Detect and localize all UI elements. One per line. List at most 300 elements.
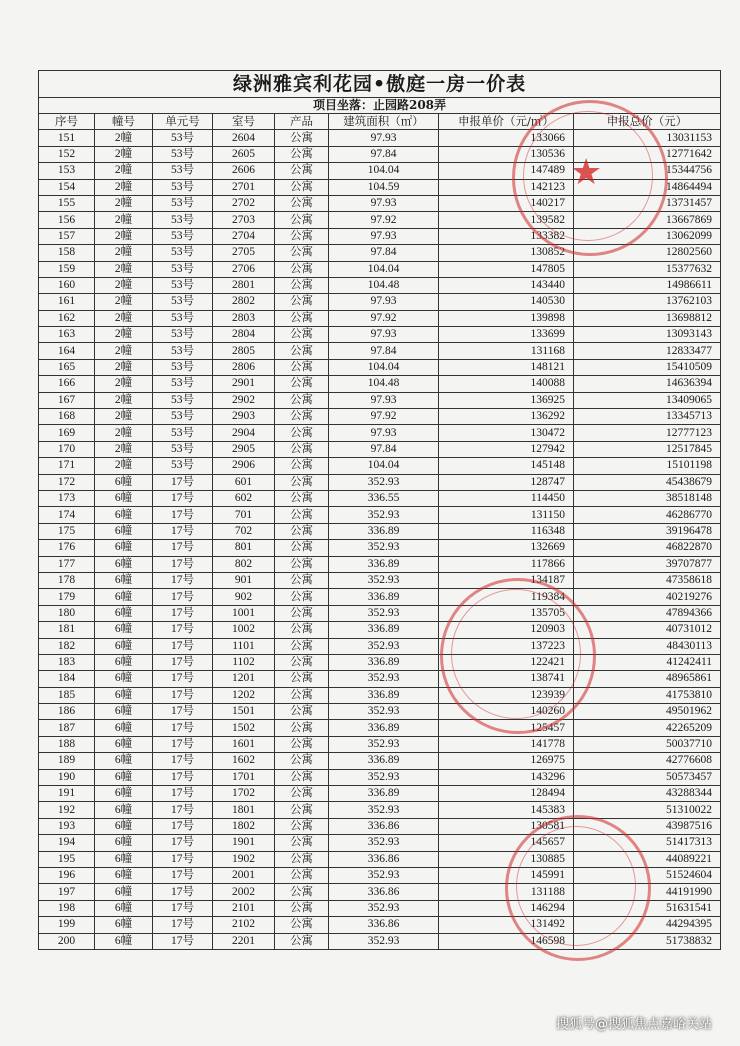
table-cell: 15377632 (574, 261, 721, 277)
table-cell: 2幢 (95, 327, 153, 343)
table-cell: 2幢 (95, 441, 153, 457)
table-cell: 公寓 (275, 294, 329, 310)
sheet-title: 绿洲雅宾利花园•傲庭一房一价表 (39, 71, 721, 98)
table-cell: 140260 (439, 704, 574, 720)
table-cell: 6幢 (95, 638, 153, 654)
table-cell: 2803 (213, 310, 275, 326)
table-row (39, 261, 721, 277)
table-cell: 公寓 (275, 245, 329, 261)
table-cell: 2幢 (95, 425, 153, 441)
table-cell: 148121 (439, 359, 574, 375)
table-cell: 146598 (439, 933, 574, 949)
table-cell: 53号 (153, 458, 213, 474)
table-cell: 53号 (153, 310, 213, 326)
table-cell: 12517845 (574, 441, 721, 457)
table-cell: 2604 (213, 130, 275, 146)
table-cell: 39196478 (574, 523, 721, 539)
table-cell: 162 (39, 310, 95, 326)
table-cell: 2幢 (95, 212, 153, 228)
table-cell: 1902 (213, 851, 275, 867)
table-cell: 128494 (439, 786, 574, 802)
table-row (39, 523, 721, 539)
table-cell: 53号 (153, 212, 213, 228)
header-cell: 申报总价（元） (574, 114, 721, 130)
table-cell: 51310022 (574, 802, 721, 818)
table-row (39, 409, 721, 425)
table-cell: 145148 (439, 458, 574, 474)
table-cell: 17号 (153, 884, 213, 900)
table-cell: 53号 (153, 392, 213, 408)
table-cell: 104.04 (329, 261, 439, 277)
table-cell: 2幢 (95, 458, 153, 474)
table-row (39, 769, 721, 785)
table-row (39, 327, 721, 343)
table-cell: 352.93 (329, 671, 439, 687)
header-cell: 单元号 (153, 114, 213, 130)
table-cell: 352.93 (329, 933, 439, 949)
table-cell: 2804 (213, 327, 275, 343)
table-cell: 2幢 (95, 343, 153, 359)
table-cell: 184 (39, 671, 95, 687)
table-cell: 12833477 (574, 343, 721, 359)
table-cell: 114450 (439, 490, 574, 506)
table-cell: 97.93 (329, 195, 439, 211)
table-row (39, 818, 721, 834)
table-cell: 130581 (439, 818, 574, 834)
table-row (39, 605, 721, 621)
table-cell: 182 (39, 638, 95, 654)
project-location: 项目坐落：止园路208弄 (39, 98, 721, 114)
table-cell: 17号 (153, 654, 213, 670)
table-cell: 2幢 (95, 409, 153, 425)
table-cell: 6幢 (95, 802, 153, 818)
table-cell: 公寓 (275, 818, 329, 834)
table-cell: 352.93 (329, 474, 439, 490)
table-cell: 公寓 (275, 769, 329, 785)
table-cell: 336.89 (329, 654, 439, 670)
table-cell: 130472 (439, 425, 574, 441)
table-cell: 138741 (439, 671, 574, 687)
table-cell: 公寓 (275, 786, 329, 802)
table-cell: 171 (39, 458, 95, 474)
table-cell: 2605 (213, 146, 275, 162)
table-cell: 公寓 (275, 589, 329, 605)
table-cell: 336.89 (329, 589, 439, 605)
table-cell: 2201 (213, 933, 275, 949)
table-cell: 17号 (153, 572, 213, 588)
table-cell: 2幢 (95, 261, 153, 277)
table-cell: 97.93 (329, 425, 439, 441)
table-cell: 15344756 (574, 163, 721, 179)
table-cell: 97.84 (329, 343, 439, 359)
table-cell: 2幢 (95, 130, 153, 146)
table-cell: 169 (39, 425, 95, 441)
table-cell: 12777123 (574, 425, 721, 441)
table-cell: 178 (39, 572, 95, 588)
table-cell: 44089221 (574, 851, 721, 867)
table-cell: 6幢 (95, 884, 153, 900)
table-row (39, 310, 721, 326)
table-cell: 131492 (439, 917, 574, 933)
table-cell: 公寓 (275, 474, 329, 490)
table-row (39, 441, 721, 457)
table-cell: 352.93 (329, 638, 439, 654)
table-cell: 185 (39, 687, 95, 703)
table-cell: 97.93 (329, 392, 439, 408)
table-cell: 133066 (439, 130, 574, 146)
table-cell: 97.93 (329, 327, 439, 343)
table-cell: 2703 (213, 212, 275, 228)
table-cell: 143296 (439, 769, 574, 785)
table-row (39, 245, 721, 261)
table-cell: 17号 (153, 835, 213, 851)
table-cell: 公寓 (275, 507, 329, 523)
table-cell: 公寓 (275, 622, 329, 638)
price-sheet (38, 70, 720, 950)
table-cell: 97.93 (329, 228, 439, 244)
table-cell: 2705 (213, 245, 275, 261)
table-cell: 公寓 (275, 540, 329, 556)
table-cell: 17号 (153, 687, 213, 703)
table-cell: 公寓 (275, 458, 329, 474)
table-cell: 131150 (439, 507, 574, 523)
table-cell: 179 (39, 589, 95, 605)
table-row (39, 933, 721, 949)
table-cell: 17号 (153, 507, 213, 523)
table-cell: 352.93 (329, 704, 439, 720)
header-cell: 序号 (39, 114, 95, 130)
table-cell: 6幢 (95, 622, 153, 638)
table-cell: 128747 (439, 474, 574, 490)
table-cell: 142123 (439, 179, 574, 195)
table-row (39, 802, 721, 818)
table-cell: 53号 (153, 163, 213, 179)
table-cell: 17号 (153, 933, 213, 949)
table-cell: 53号 (153, 343, 213, 359)
table-cell: 17号 (153, 490, 213, 506)
table-cell: 336.86 (329, 851, 439, 867)
table-cell: 336.89 (329, 786, 439, 802)
table-cell: 2903 (213, 409, 275, 425)
table-cell: 48430113 (574, 638, 721, 654)
table-cell: 352.93 (329, 507, 439, 523)
table-cell: 192 (39, 802, 95, 818)
table-cell: 157 (39, 228, 95, 244)
table-cell: 42265209 (574, 720, 721, 736)
table-cell: 2幢 (95, 310, 153, 326)
header-cell: 幢号 (95, 114, 153, 130)
table-cell: 352.93 (329, 572, 439, 588)
table-cell: 352.93 (329, 540, 439, 556)
table-cell: 152 (39, 146, 95, 162)
table-cell: 183 (39, 654, 95, 670)
table-row (39, 277, 721, 293)
table-cell: 352.93 (329, 769, 439, 785)
table-cell: 53号 (153, 294, 213, 310)
table-cell: 17号 (153, 900, 213, 916)
table-cell: 177 (39, 556, 95, 572)
table-cell: 336.86 (329, 818, 439, 834)
table-cell: 17号 (153, 867, 213, 883)
table-cell: 41753810 (574, 687, 721, 703)
table-cell: 6幢 (95, 753, 153, 769)
table-cell: 181 (39, 622, 95, 638)
table-cell: 168 (39, 409, 95, 425)
table-cell: 45438679 (574, 474, 721, 490)
table-cell: 13345713 (574, 409, 721, 425)
table-cell: 公寓 (275, 146, 329, 162)
table-cell: 47358618 (574, 572, 721, 588)
table-cell: 336.55 (329, 490, 439, 506)
table-cell: 53号 (153, 130, 213, 146)
table-cell: 172 (39, 474, 95, 490)
table-cell: 13731457 (574, 195, 721, 211)
table-cell: 104.48 (329, 376, 439, 392)
table-cell: 2802 (213, 294, 275, 310)
table-cell: 133382 (439, 228, 574, 244)
table-cell: 48965861 (574, 671, 721, 687)
table-cell: 6幢 (95, 490, 153, 506)
table-cell: 2001 (213, 867, 275, 883)
table-cell: 公寓 (275, 441, 329, 457)
table-cell: 336.89 (329, 523, 439, 539)
table-cell: 155 (39, 195, 95, 211)
table-cell: 97.84 (329, 146, 439, 162)
table-cell: 200 (39, 933, 95, 949)
table-cell: 97.92 (329, 409, 439, 425)
table-cell: 194 (39, 835, 95, 851)
table-cell: 公寓 (275, 310, 329, 326)
table-cell: 6幢 (95, 605, 153, 621)
table-cell: 公寓 (275, 195, 329, 211)
table-cell: 352.93 (329, 835, 439, 851)
table-cell: 170 (39, 441, 95, 457)
table-cell: 17号 (153, 622, 213, 638)
table-cell: 139582 (439, 212, 574, 228)
table-cell: 公寓 (275, 392, 329, 408)
table-cell: 195 (39, 851, 95, 867)
table-cell: 180 (39, 605, 95, 621)
table-cell: 41242411 (574, 654, 721, 670)
table-cell: 公寓 (275, 687, 329, 703)
table-cell: 1101 (213, 638, 275, 654)
table-cell: 2901 (213, 376, 275, 392)
table-cell: 6幢 (95, 654, 153, 670)
table-cell: 174 (39, 507, 95, 523)
table-cell: 189 (39, 753, 95, 769)
table-cell: 147489 (439, 163, 574, 179)
table-cell: 2幢 (95, 392, 153, 408)
table-cell: 公寓 (275, 556, 329, 572)
table-cell: 6幢 (95, 523, 153, 539)
table-cell: 公寓 (275, 704, 329, 720)
table-cell: 公寓 (275, 425, 329, 441)
table-cell: 131168 (439, 343, 574, 359)
table-row (39, 163, 721, 179)
table-cell: 116348 (439, 523, 574, 539)
table-cell: 2906 (213, 458, 275, 474)
header-cell: 建筑面积（㎡） (329, 114, 439, 130)
table-cell: 17号 (153, 818, 213, 834)
table-cell: 17号 (153, 523, 213, 539)
table-row (39, 638, 721, 654)
table-cell: 6幢 (95, 540, 153, 556)
table-cell: 602 (213, 490, 275, 506)
table-cell: 154 (39, 179, 95, 195)
table-cell: 1501 (213, 704, 275, 720)
table-cell: 53号 (153, 277, 213, 293)
table-cell: 97.92 (329, 212, 439, 228)
table-cell: 902 (213, 589, 275, 605)
table-cell: 188 (39, 736, 95, 752)
table-cell: 39707877 (574, 556, 721, 572)
table-cell: 2904 (213, 425, 275, 441)
table-cell: 145383 (439, 802, 574, 818)
table-cell: 17号 (153, 786, 213, 802)
table-cell: 117866 (439, 556, 574, 572)
table-cell: 6幢 (95, 671, 153, 687)
table-row (39, 786, 721, 802)
table-cell: 6幢 (95, 769, 153, 785)
table-cell: 13698812 (574, 310, 721, 326)
table-cell: 公寓 (275, 638, 329, 654)
table-cell: 1001 (213, 605, 275, 621)
table-cell: 136925 (439, 392, 574, 408)
table-cell: 公寓 (275, 343, 329, 359)
table-cell: 130536 (439, 146, 574, 162)
table-cell: 53号 (153, 409, 213, 425)
table-cell: 17号 (153, 753, 213, 769)
table-cell: 145991 (439, 867, 574, 883)
table-cell: 140530 (439, 294, 574, 310)
table-row (39, 917, 721, 933)
table-cell: 53号 (153, 425, 213, 441)
header-cell: 室号 (213, 114, 275, 130)
table-cell: 2704 (213, 228, 275, 244)
table-cell: 17号 (153, 802, 213, 818)
table-cell: 2幢 (95, 376, 153, 392)
table-cell: 159 (39, 261, 95, 277)
table-cell: 901 (213, 572, 275, 588)
table-cell: 130852 (439, 245, 574, 261)
table-cell: 53号 (153, 261, 213, 277)
table-cell: 336.89 (329, 720, 439, 736)
table-cell: 公寓 (275, 376, 329, 392)
table-row (39, 704, 721, 720)
table-row (39, 392, 721, 408)
table-cell: 公寓 (275, 261, 329, 277)
table-cell: 43288344 (574, 786, 721, 802)
table-cell: 公寓 (275, 228, 329, 244)
table-cell: 2幢 (95, 228, 153, 244)
table-cell: 1701 (213, 769, 275, 785)
table-cell: 352.93 (329, 736, 439, 752)
table-cell: 104.04 (329, 359, 439, 375)
table-cell: 6幢 (95, 736, 153, 752)
table-cell: 公寓 (275, 736, 329, 752)
table-cell: 336.89 (329, 687, 439, 703)
table-cell: 2002 (213, 884, 275, 900)
table-row (39, 359, 721, 375)
table-row (39, 556, 721, 572)
table-row (39, 736, 721, 752)
table-cell: 158 (39, 245, 95, 261)
table-cell: 公寓 (275, 884, 329, 900)
table-cell: 53号 (153, 441, 213, 457)
table-row (39, 212, 721, 228)
table-cell: 1202 (213, 687, 275, 703)
table-row (39, 753, 721, 769)
table-cell: 143440 (439, 277, 574, 293)
table-cell: 公寓 (275, 572, 329, 588)
table-cell: 15410509 (574, 359, 721, 375)
table-cell: 97.93 (329, 130, 439, 146)
table-cell: 336.86 (329, 884, 439, 900)
table-cell: 公寓 (275, 277, 329, 293)
table-cell: 14636394 (574, 376, 721, 392)
table-cell: 公寓 (275, 753, 329, 769)
table-cell: 161 (39, 294, 95, 310)
table-row (39, 671, 721, 687)
table-cell: 199 (39, 917, 95, 933)
table-cell: 13667869 (574, 212, 721, 228)
table-cell: 104.48 (329, 277, 439, 293)
table-cell: 46286770 (574, 507, 721, 523)
table-row (39, 294, 721, 310)
table-cell: 802 (213, 556, 275, 572)
table-cell: 1702 (213, 786, 275, 802)
table-cell: 336.89 (329, 753, 439, 769)
table-cell: 2706 (213, 261, 275, 277)
table-cell: 120903 (439, 622, 574, 638)
table-row (39, 474, 721, 490)
table-cell: 17号 (153, 704, 213, 720)
table-cell: 175 (39, 523, 95, 539)
table-cell: 134187 (439, 572, 574, 588)
table-cell: 145657 (439, 835, 574, 851)
table-cell: 14864494 (574, 179, 721, 195)
table-cell: 6幢 (95, 556, 153, 572)
table-cell: 53号 (153, 146, 213, 162)
table-cell: 42776608 (574, 753, 721, 769)
table-cell: 336.89 (329, 622, 439, 638)
table-cell: 53号 (153, 179, 213, 195)
table-cell: 125457 (439, 720, 574, 736)
table-cell: 167 (39, 392, 95, 408)
table-cell: 6幢 (95, 933, 153, 949)
table-row (39, 589, 721, 605)
table-cell: 6幢 (95, 818, 153, 834)
table-cell: 135705 (439, 605, 574, 621)
table-cell: 13762103 (574, 294, 721, 310)
seal-star-icon: ★ (570, 152, 603, 193)
table-cell: 17号 (153, 851, 213, 867)
table-row (39, 130, 721, 146)
table-cell: 公寓 (275, 409, 329, 425)
table-cell: 1802 (213, 818, 275, 834)
table-cell: 1602 (213, 753, 275, 769)
table-cell: 2606 (213, 163, 275, 179)
table-cell: 2幢 (95, 277, 153, 293)
table-cell: 40219276 (574, 589, 721, 605)
table-row (39, 720, 721, 736)
table-cell: 公寓 (275, 490, 329, 506)
table-cell: 6幢 (95, 589, 153, 605)
table-cell: 公寓 (275, 605, 329, 621)
table-row (39, 540, 721, 556)
table-cell: 1201 (213, 671, 275, 687)
title-row (39, 71, 721, 98)
